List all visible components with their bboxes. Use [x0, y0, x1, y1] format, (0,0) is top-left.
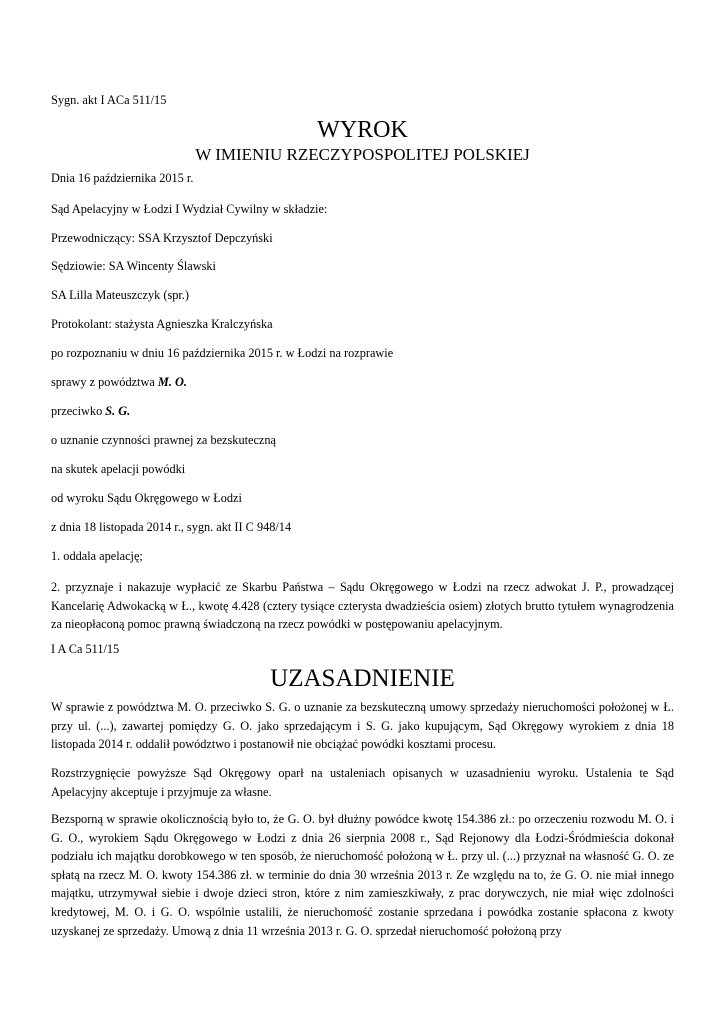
- appealed-judgment: od wyroku Sądu Okręgowego w Łodzi: [51, 491, 242, 505]
- ruling-item-1: 1. oddala apelację;: [51, 549, 143, 563]
- judgment-date: Dnia 16 października 2015 r.: [51, 171, 194, 185]
- justification-paragraph-1: W sprawie z powództwa M. O. przeciwko S. G. o uznanie za bezskuteczną umowy sprzedaży nieruchomości położonej w Ł. przy ul. (...), zawartej pomiędzy G. O. jako sprzedającym i S. G. jako kupującym, Sąd Okręgowy wyrokiem z dnia 18 listopada 2014 r. oddalił powództwo i postanowił nie obciążać powódki kosztami procesu.: [51, 700, 674, 752]
- judgment-subtitle: W IMIENIU RZECZYPOSPOLITEJ POLSKIEJ: [195, 145, 530, 164]
- justification-paragraph-3: Bezsporną w sprawie okolicznością było to, że G. O. był dłużny powódce kwotę 154.386 zł.: po orzeczeniu rozwodu M. O. i G. O., wyrokiem Sądu Okręgowego w Łodzi z dnia 26 sierpnia 2008 r., Sąd Rejonowy dla Łodzi-Śródmieścia dokonał podziału ich majątku dorobkowego w ten sposób, że nieruchomość położoną w Ł. przy ul. (...) przyznał na własność G. O. ze spłatą na rzecz M. O. kwoty 154.386 zł. w terminie do dnia 30 września 2013 r. Ze względu na to, że G. O. nie miał innego majątku, utrzymywał siebie i dwoje dzieci stron, które z nim zamieszkiwały, z prac dorywczych, nie miał więc zdolności kredytowej, M. O. i G. O. wspólnie ustalili, że nieruchomość zostanie sprzedana i powódka zostanie spłacona z kwoty uzyskanej ze sprzedaży. Umową z dnia 11 września 2013 r. G. O. sprzedał nieruchomość położoną przy: [51, 812, 674, 938]
- justification-title: UZASADNIENIE: [270, 665, 455, 692]
- defendant-prefix: przeciwko: [51, 404, 106, 418]
- case-number-2: I A Ca 511/15: [51, 642, 120, 656]
- presiding-judge: Przewodniczący: SSA Krzysztof Depczyński: [51, 231, 273, 245]
- case-subject: o uznanie czynności prawnej za bezskuteczną: [51, 433, 276, 447]
- judgment-title: WYROK: [317, 117, 408, 143]
- judge-rapporteur: SA Lilla Mateuszczyk (spr.): [51, 288, 189, 302]
- defendant-name: S. G.: [105, 404, 131, 418]
- plaintiff-prefix: sprawy z powództwa: [51, 375, 158, 389]
- appeal-basis: na skutek apelacji powódki: [51, 462, 186, 476]
- court-clerk: Protokolant: stażysta Agnieszka Kralczyńska: [51, 317, 273, 331]
- appealed-judgment-date: z dnia 18 listopada 2014 r., sygn. akt II C 948/14: [51, 520, 292, 534]
- plaintiff-line: [51, 375, 187, 390]
- judges: Sędziowie: SA Wincenty Ślawski: [51, 259, 216, 273]
- plaintiff-name: M. O.: [157, 375, 187, 389]
- hearing-info: po rozpoznaniu w dniu 16 października 2015 r. w Łodzi na rozprawie: [51, 346, 394, 360]
- defendant-line: [51, 404, 130, 419]
- ruling-item-2: 2. przyznaje i nakazuje wypłacić ze Skarbu Państwa – Sądu Okręgowego w Łodzi na rzecz adwokat J. P., prowadzącej Kancelarię Adwokacką w Ł., kwotę 4.428 (cztery tysiące czterysta dwadzieścia osiem) złotych brutto tytułem wynagrodzenia za nieopłaconą pomoc prawną świadczoną na rzecz powódki w postępowaniu apelacyjnym.: [51, 580, 674, 632]
- case-number: Sygn. akt I ACa 511/15: [51, 93, 167, 107]
- court-composition: Sąd Apelacyjny w Łodzi I Wydział Cywilny w składzie:: [51, 202, 328, 216]
- justification-paragraph-2: Rozstrzygnięcie powyższe Sąd Okręgowy oparł na ustaleniach opisanych w uzasadnieniu wyroku. Ustalenia te Sąd Apelacyjny akceptuje i przyjmuje za własne.: [51, 766, 674, 799]
